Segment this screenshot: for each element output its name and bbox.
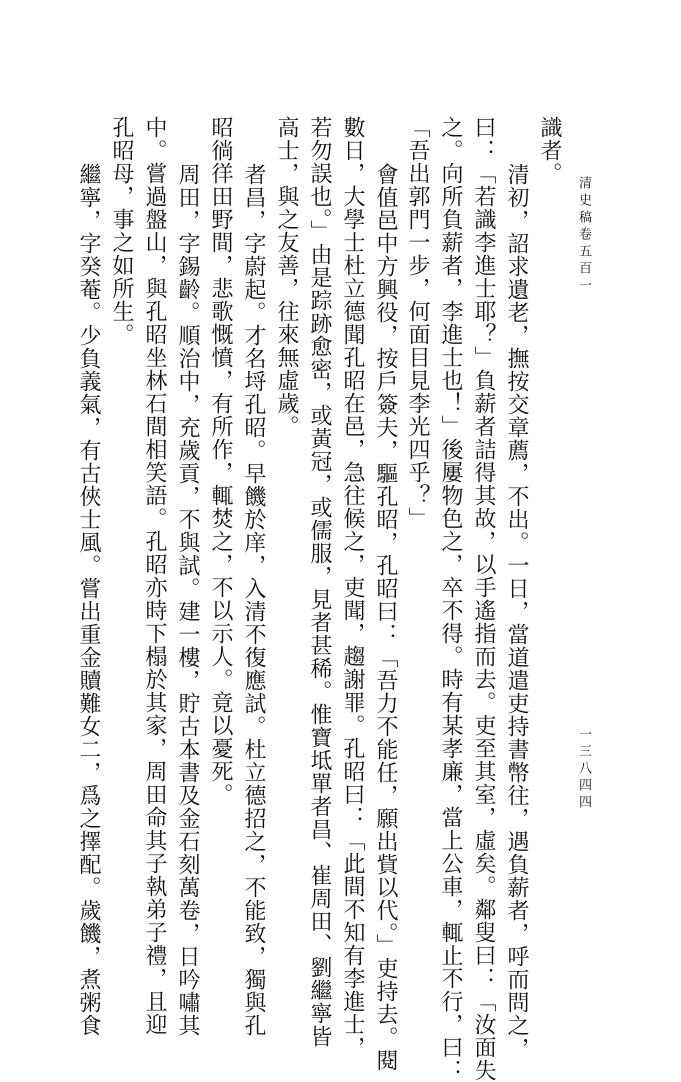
text-column-15: 繼寧，字癸菴。少負義氣，有古俠士風。嘗出重金贖難女二，爲之擇配。歲饑，煮粥食	[76, 163, 101, 1037]
text-column-9: 高士，與之友善，往來無虛歲。	[274, 116, 299, 438]
text-column-13: 中。嘗過盤山，與孔昭坐林石間相笑語。孔昭亦時下榻於其家，周田命其子執弟子禮，且迎	[142, 116, 167, 1036]
text-column-3: 曰：「若識李進士耶？」負薪者詰得其故，以手遙指而去。吏至其室，虛矣。鄰叟曰：「汝面失	[471, 116, 496, 1082]
text-column-4: 之。向所負薪者，李進士也！」後屢物色之，卒不得。時有某孝廉，當上公車，輒止不行，曰：	[438, 116, 463, 1082]
text-column-5: 「吾出郭門一步，何面目見李光四乎？」	[405, 116, 430, 530]
text-column-8: 若勿誤也。」由是踪跡愈密，或黃冠，或儒服，見者甚稀。惟寶坻單者昌、崔周田、劉繼寧皆	[307, 116, 332, 1048]
running-header-title: 清史稿卷五百一	[576, 176, 591, 295]
text-column-7: 數日，大學士杜立德聞孔昭在邑，急往候之，吏聞，趨謝罪。孔昭曰：「此間不知有李進士，	[340, 116, 365, 1059]
text-column-2: 清初，詔求遺老，撫按交章薦，不出。一日，當道遣吏持書幣往，遇負薪者，呼而問之，	[504, 163, 529, 1060]
text-column-1: 識者。	[537, 116, 562, 185]
page-number: 一三八四四	[576, 727, 591, 812]
text-column-14: 孔昭母，事之如所生。	[109, 116, 134, 346]
text-column-6: 會值邑中方興役，按戶簽夫，驅孔昭，孔昭曰：「吾力不能任，願出貲以代。」吏持去。閱	[373, 163, 398, 1072]
text-column-12: 周田，字錫齡。順治中，充歲貢，不與試。建一樓，貯古本書及金石刻萬卷，日吟嘯其	[175, 163, 200, 1037]
text-column-11: 昭徜徉田野間，悲歌慨憤，有所作，輒焚之，不以示人。竟以憂死。	[208, 116, 233, 806]
text-column-10: 者昌，字蔚起。才名埒孔昭。早饑於庠，入清不復應試。杜立德招之，不能致，獨與孔	[241, 163, 266, 1037]
